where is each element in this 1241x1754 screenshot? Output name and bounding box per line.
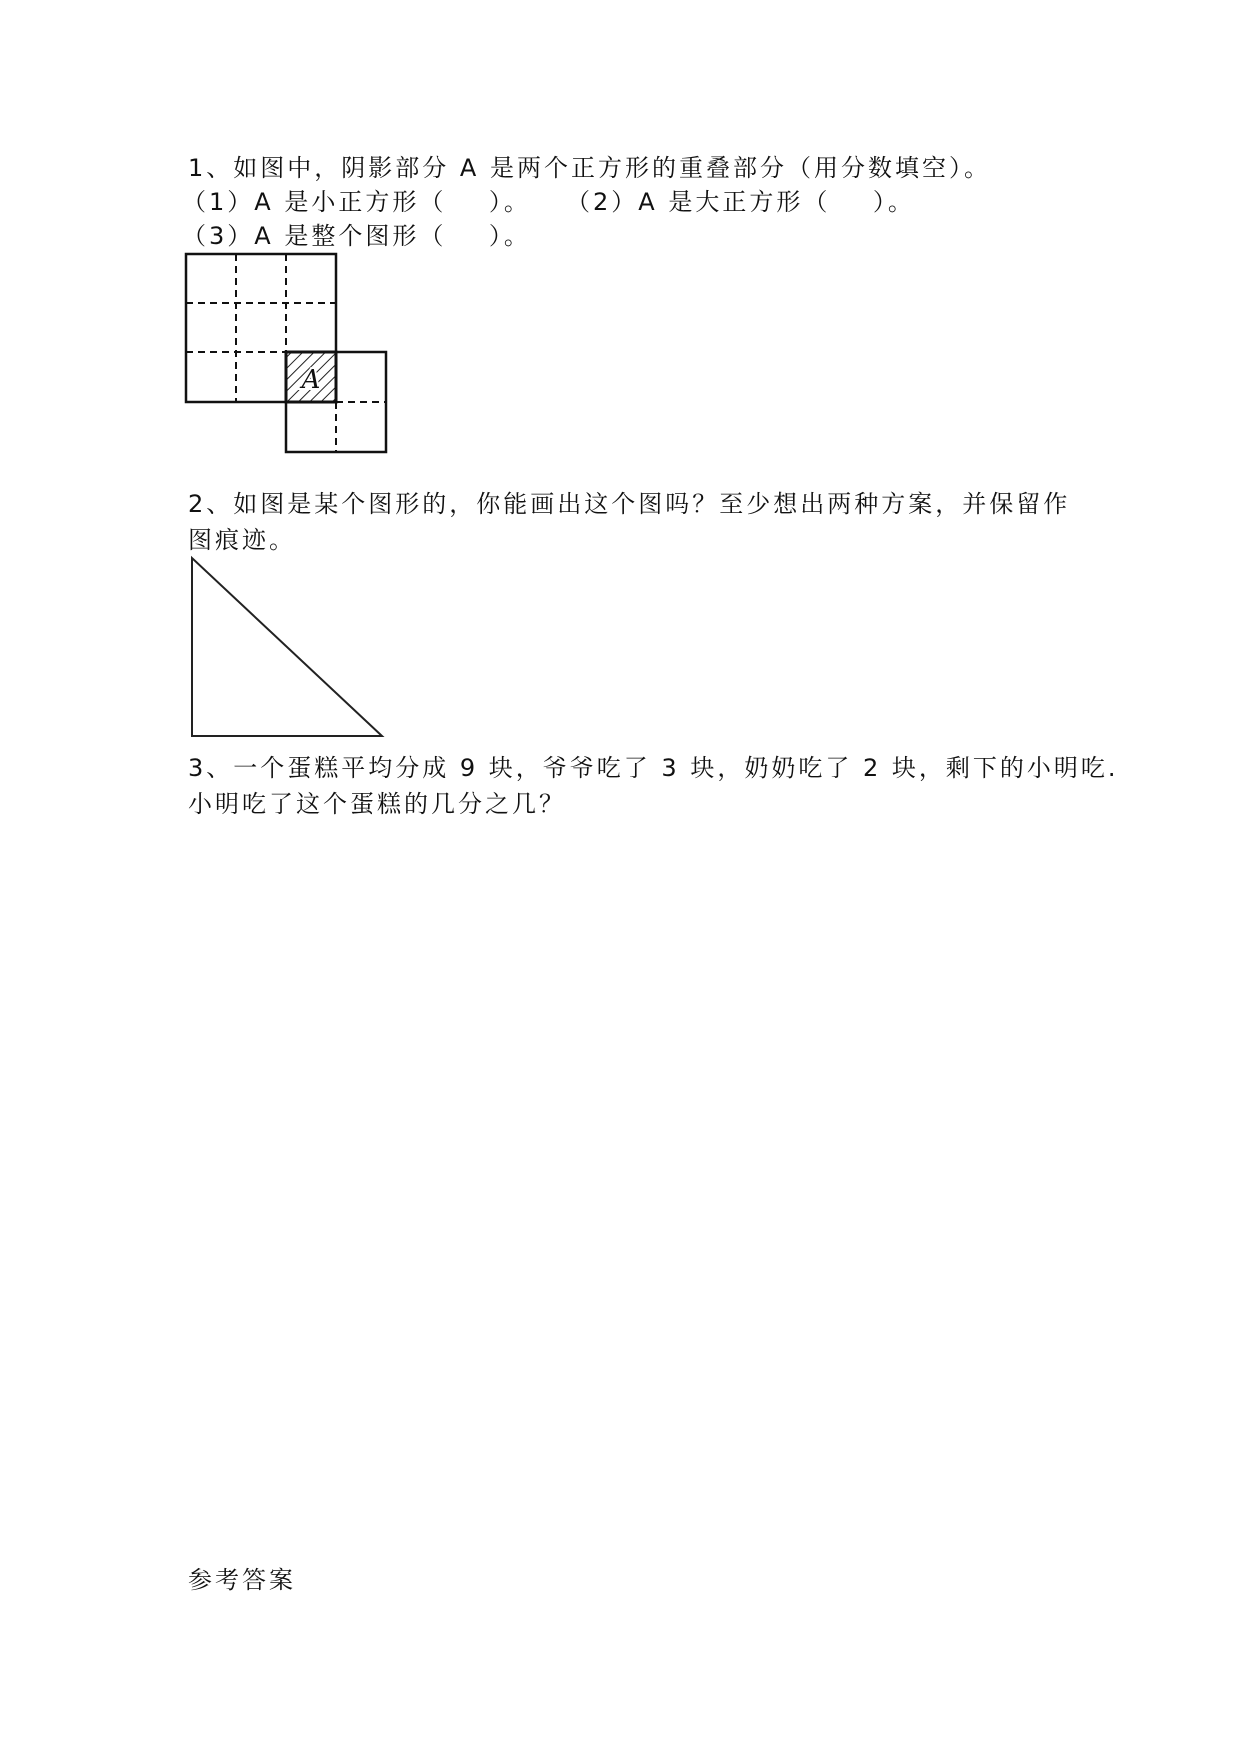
q3-line1: 3、一个蛋糕平均分成 9 块，爷爷吃了 3 块，奶奶吃了 2 块，剩下的小明吃.	[188, 754, 1119, 782]
answer-heading: 参考答案	[188, 1566, 296, 1594]
q1-part1: （1）A 是小正方形（ ）。	[182, 188, 531, 216]
q2-line1: 2、如图是某个图形的，你能画出这个图吗？至少想出两种方案，并保留作	[188, 490, 1071, 518]
small-square-grid	[336, 402, 386, 452]
q1-part3: （3）A 是整个图形（ ）。	[182, 222, 531, 250]
overlapping-squares-figure	[180, 248, 400, 464]
q3-line2: 小明吃了这个蛋糕的几分之几？	[188, 790, 566, 818]
q1-stem: 1、如图中，阴影部分 A 是两个正方形的重叠部分（用分数填空）。	[188, 154, 991, 182]
q2-line2: 图痕迹。	[188, 526, 296, 554]
q1-part2: （2）A 是大正方形（ ）。	[566, 188, 915, 216]
right-triangle-figure	[188, 554, 388, 740]
region-a-label: A	[301, 365, 321, 395]
right-triangle	[192, 558, 382, 736]
